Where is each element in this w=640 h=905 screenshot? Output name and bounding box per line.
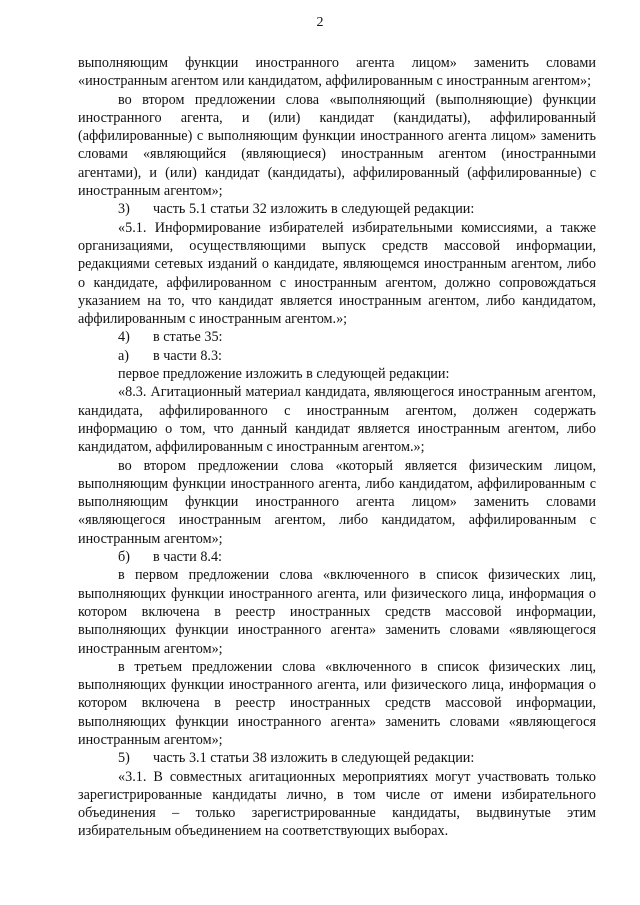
- list-item-3: [78, 200, 596, 218]
- list-item-a: [78, 347, 596, 365]
- list-item-number: 5): [118, 750, 130, 767]
- list-item-b: [78, 548, 596, 566]
- list-item-4: [78, 328, 596, 346]
- paragraph-continuation: выполняющим функции иностранного агента лицом» заменить словами «иностранным агентом или кандидатом, аффилированным с иностранным агентом»;: [78, 55, 596, 90]
- list-item-number: 3): [118, 201, 130, 218]
- list-item-number: б): [118, 549, 130, 566]
- paragraph-part-5-1: «5.1. Информирование избирателей избирательными комиссиями, а также организациями, осуществляющими выпуск средств массовой информации, редакциями сетевых изданий о кандидате, являющемся иностранным агентом, либо о кандидате, аффилированном с иностранным агентом, должно сопровождаться указанием на то, что кандидат является иностранным агентом, либо кандидатом, аффилированным с иностранным агентом.»;: [78, 219, 596, 328]
- paragraph-part-8-3: «8.3. Агитационный материал кандидата, являющегося иностранным агентом, кандидата, аффилированного с иностранным агентом, должен содержать информацию о том, что данный кандидат является иностранным агентом, либо кандидатом, аффилированным с иностранным агентом.»;: [78, 384, 596, 456]
- paragraph-second-sentence-amendment: во втором предложении слова «выполняющий (выполняющие) функции иностранного агента, и (или) кандидат (кандидаты), аффилированный (аффилированные) с выполняющим функции иностранного агента лицом» заменить словами «являющийся (являющиеся) иностранным агентом (иностранными агентами), и (или) кандидат (кандидаты), аффилированный (аффилированные) с иностранным агентом»;: [78, 91, 596, 200]
- page-number: 2: [316, 15, 324, 30]
- list-item-text: в статье 35:: [153, 329, 223, 346]
- paragraph-8-3-second-sentence: во втором предложении слова «который является физическим лицом, выполняющим функции иностранного агента, либо кандидатом, аффилированным с выполняющим функции иностранного агента лицом» заменить словами «являющегося иностранным агентом, либо кандидатом, аффилированным с иностранным агентом»;: [78, 457, 596, 547]
- list-item-text: в части 8.3:: [153, 347, 222, 364]
- list-item-text: часть 3.1 статьи 38 изложить в следующей редакции:: [153, 750, 475, 767]
- document-body: [78, 54, 596, 841]
- paragraph-8-4-third-sentence: в третьем предложении слова «включенного в список физических лиц, выполняющих функции иностранного агента, или физического лица, информация о котором включена в реестр иностранных средств массовой информации, выполняющих функции иностранного агента» заменить словами «являющегося иностранным агентом»;: [78, 658, 596, 748]
- paragraph-part-3-1: «3.1. В совместных агитационных мероприятиях могут участвовать только зарегистрированные кандидаты лично, в том числе от имени избирательного объединения – только зарегистрированные кандидаты, выдвинутые этим избирательным объединением на соответствующих выборах.: [78, 768, 596, 840]
- list-item-5: [78, 749, 596, 767]
- paragraph-first-sentence-instruction: первое предложение изложить в следующей редакции:: [118, 366, 450, 383]
- paragraph-8-4-first-sentence: в первом предложении слова «включенного в список физических лиц, выполняющих функции иностранного агента, или физического лица, информация о котором включена в реестр иностранных средств массовой информации, выполняющих функции иностранного агента» заменить словами «являющегося иностранным агентом»;: [78, 567, 596, 657]
- list-item-text: часть 5.1 статьи 32 изложить в следующей редакции:: [153, 201, 475, 218]
- list-item-number: а): [118, 347, 130, 364]
- list-item-text: в части 8.4:: [153, 549, 222, 566]
- list-item-number: 4): [118, 329, 130, 346]
